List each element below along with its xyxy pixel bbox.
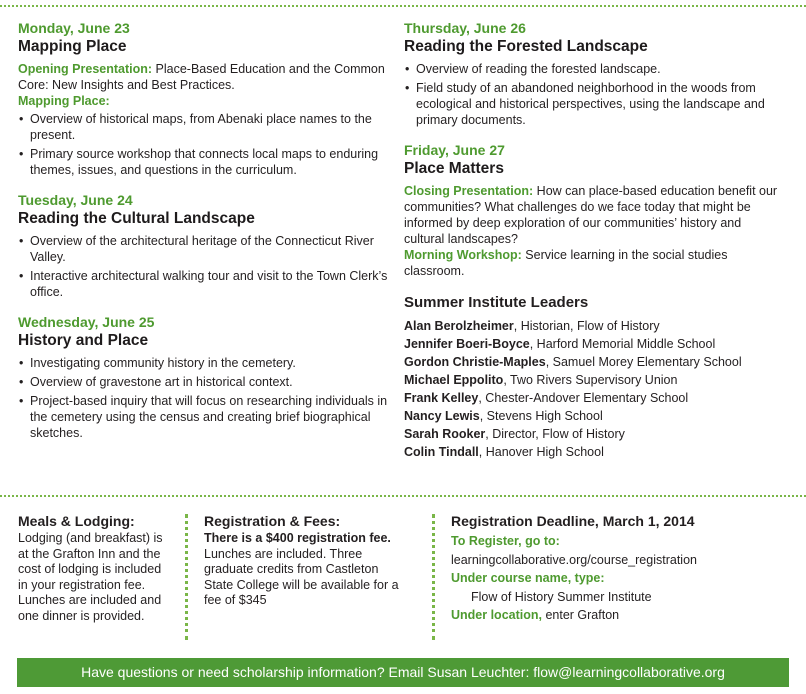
day-date: Wednesday, June 25 [18, 314, 155, 330]
bullet-item: • Field study of an abandoned neighborhood in the woods from ecological and historical perspectives, using the landscape and primary documents. [416, 80, 784, 128]
register-label: To Register, go to: [451, 534, 560, 548]
bullet-item: • Interactive architectural walking tour and visit to the Town Clerk’s office. [30, 268, 390, 300]
leader-role: , Chester-Andover Elementary School [478, 391, 689, 405]
vertical-dotted-divider [185, 514, 188, 640]
registration-deadline: Registration Deadline, March 1, 2014 [451, 513, 695, 529]
opening-presentation-text: Place-Based Education and the Common Core: New Insights and Best Practices. [18, 62, 385, 92]
morning-workshop-label: Morning Workshop: [404, 248, 522, 262]
leader-name: Frank Kelley [404, 391, 479, 405]
leader-name: Jennifer Boeri-Boyce [404, 337, 530, 351]
leader-row [404, 407, 784, 425]
leader-row [404, 371, 784, 389]
bullet-list [18, 233, 390, 300]
top-dotted-rule [0, 5, 806, 7]
footer-text[interactable]: Have questions or need scholarship information? Email Susan Leuchter: flow@learningcollaborative.org [81, 664, 725, 680]
leader-name: Sarah Rooker [404, 427, 486, 441]
leader-row [404, 353, 784, 371]
day-date: Friday, June 27 [404, 142, 505, 158]
course-label: Under course name, type: [451, 571, 605, 585]
leaders-title: Summer Institute Leaders [404, 294, 589, 311]
day-monday [18, 20, 390, 178]
leader-row [404, 335, 784, 353]
day-wednesday [18, 314, 390, 441]
morning-workshop-text: Service learning in the social studies classroom. [404, 248, 728, 278]
course-name: Flow of History Summer Institute [471, 589, 652, 604]
bullet-item: • Primary source workshop that connects local maps to enduring themes, issues, and questions in the curriculum. [30, 146, 390, 178]
leader-row [404, 389, 784, 407]
closing-presentation [404, 183, 784, 247]
closing-presentation-label: Closing Presentation: [404, 184, 534, 198]
day-title: Place Matters [404, 160, 504, 177]
section-dotted-rule [0, 495, 806, 497]
day-date: Thursday, June 26 [404, 20, 526, 36]
bullet-item: • Overview of reading the forested landscape. [416, 61, 784, 77]
bullet-list [18, 355, 390, 441]
day-thursday [404, 20, 784, 128]
day-tuesday [18, 192, 390, 300]
day-title: Reading the Forested Landscape [404, 38, 648, 55]
location-label: Under location, [451, 608, 542, 622]
mapping-place-label: Mapping Place: [18, 94, 110, 108]
day-title: History and Place [18, 332, 149, 349]
leader-role: , Stevens High School [479, 409, 603, 423]
left-column [18, 20, 390, 455]
leader-row [404, 317, 784, 335]
contact-footer-banner [17, 658, 789, 687]
leader-role: , Hanover High School [478, 445, 604, 459]
location-value: enter Grafton [541, 608, 620, 622]
leaders-section [404, 293, 784, 461]
leader-role: , Historian, Flow of History [513, 319, 660, 333]
leader-role: , Harford Memorial Middle School [529, 337, 716, 351]
leader-name: Colin Tindall [404, 445, 479, 459]
bullet-item: • Overview of historical maps, from Abenaki place names to the present. [30, 111, 390, 143]
leader-role: , Director, Flow of History [485, 427, 625, 441]
closing-presentation-text: How can place-based education benefit our communities? What challenges do we face today that might be informed by deep exploration of our communities’ history and cultural landscapes? [404, 184, 778, 246]
meals-text: Lodging (and breakfast) is at the Grafton Inn and the cost of lodging is included in your registration fee. Lunches are included and one dinner is provided. [18, 531, 163, 623]
day-title: Reading the Cultural Landscape [18, 210, 255, 227]
leader-name: Alan Berolzheimer [404, 319, 514, 333]
leader-role: , Samuel Morey Elementary School [545, 355, 742, 369]
bullet-item: • Investigating community history in the cemetery. [30, 355, 390, 371]
bullet-list [18, 111, 390, 178]
location-line [451, 608, 791, 624]
registration-fees-box [204, 512, 404, 609]
day-date: Tuesday, June 24 [18, 192, 133, 208]
leader-name: Michael Eppolito [404, 373, 504, 387]
meals-lodging-box [18, 512, 168, 624]
bullet-list [404, 61, 784, 128]
opening-presentation-label: Opening Presentation: [18, 62, 153, 76]
bullet-item: • Overview of gravestone art in historical context. [30, 374, 390, 390]
leader-role: , Two Rivers Supervisory Union [503, 373, 678, 387]
leader-name: Gordon Christie-Maples [404, 355, 546, 369]
day-date: Monday, June 23 [18, 20, 130, 36]
fees-bold-text: There is a $400 registration fee. [204, 531, 391, 545]
register-url[interactable]: learningcollaborative.org/course_registration [451, 552, 697, 567]
opening-presentation [18, 61, 390, 93]
bullet-item: • Project-based inquiry that will focus on researching individuals in the cemetery using the census and creating brief biographical sketches. [30, 393, 390, 441]
day-title: Mapping Place [18, 38, 127, 55]
meals-title: Meals & Lodging: [18, 513, 135, 529]
fees-detail-text: Lunches are included. Three graduate credits from Castleton State College will be available for a fee of $345 [204, 546, 399, 607]
leader-row [404, 425, 784, 443]
right-column [404, 20, 784, 461]
fees-title: Registration & Fees: [204, 513, 341, 529]
leader-name: Nancy Lewis [404, 409, 480, 423]
leader-row [404, 443, 784, 461]
vertical-dotted-divider [432, 514, 435, 640]
bullet-item: • Overview of the architectural heritage of the Connecticut River Valley. [30, 233, 390, 265]
morning-workshop [404, 247, 784, 279]
fees-text [204, 531, 404, 609]
day-friday [404, 142, 784, 279]
registration-box [451, 512, 791, 627]
